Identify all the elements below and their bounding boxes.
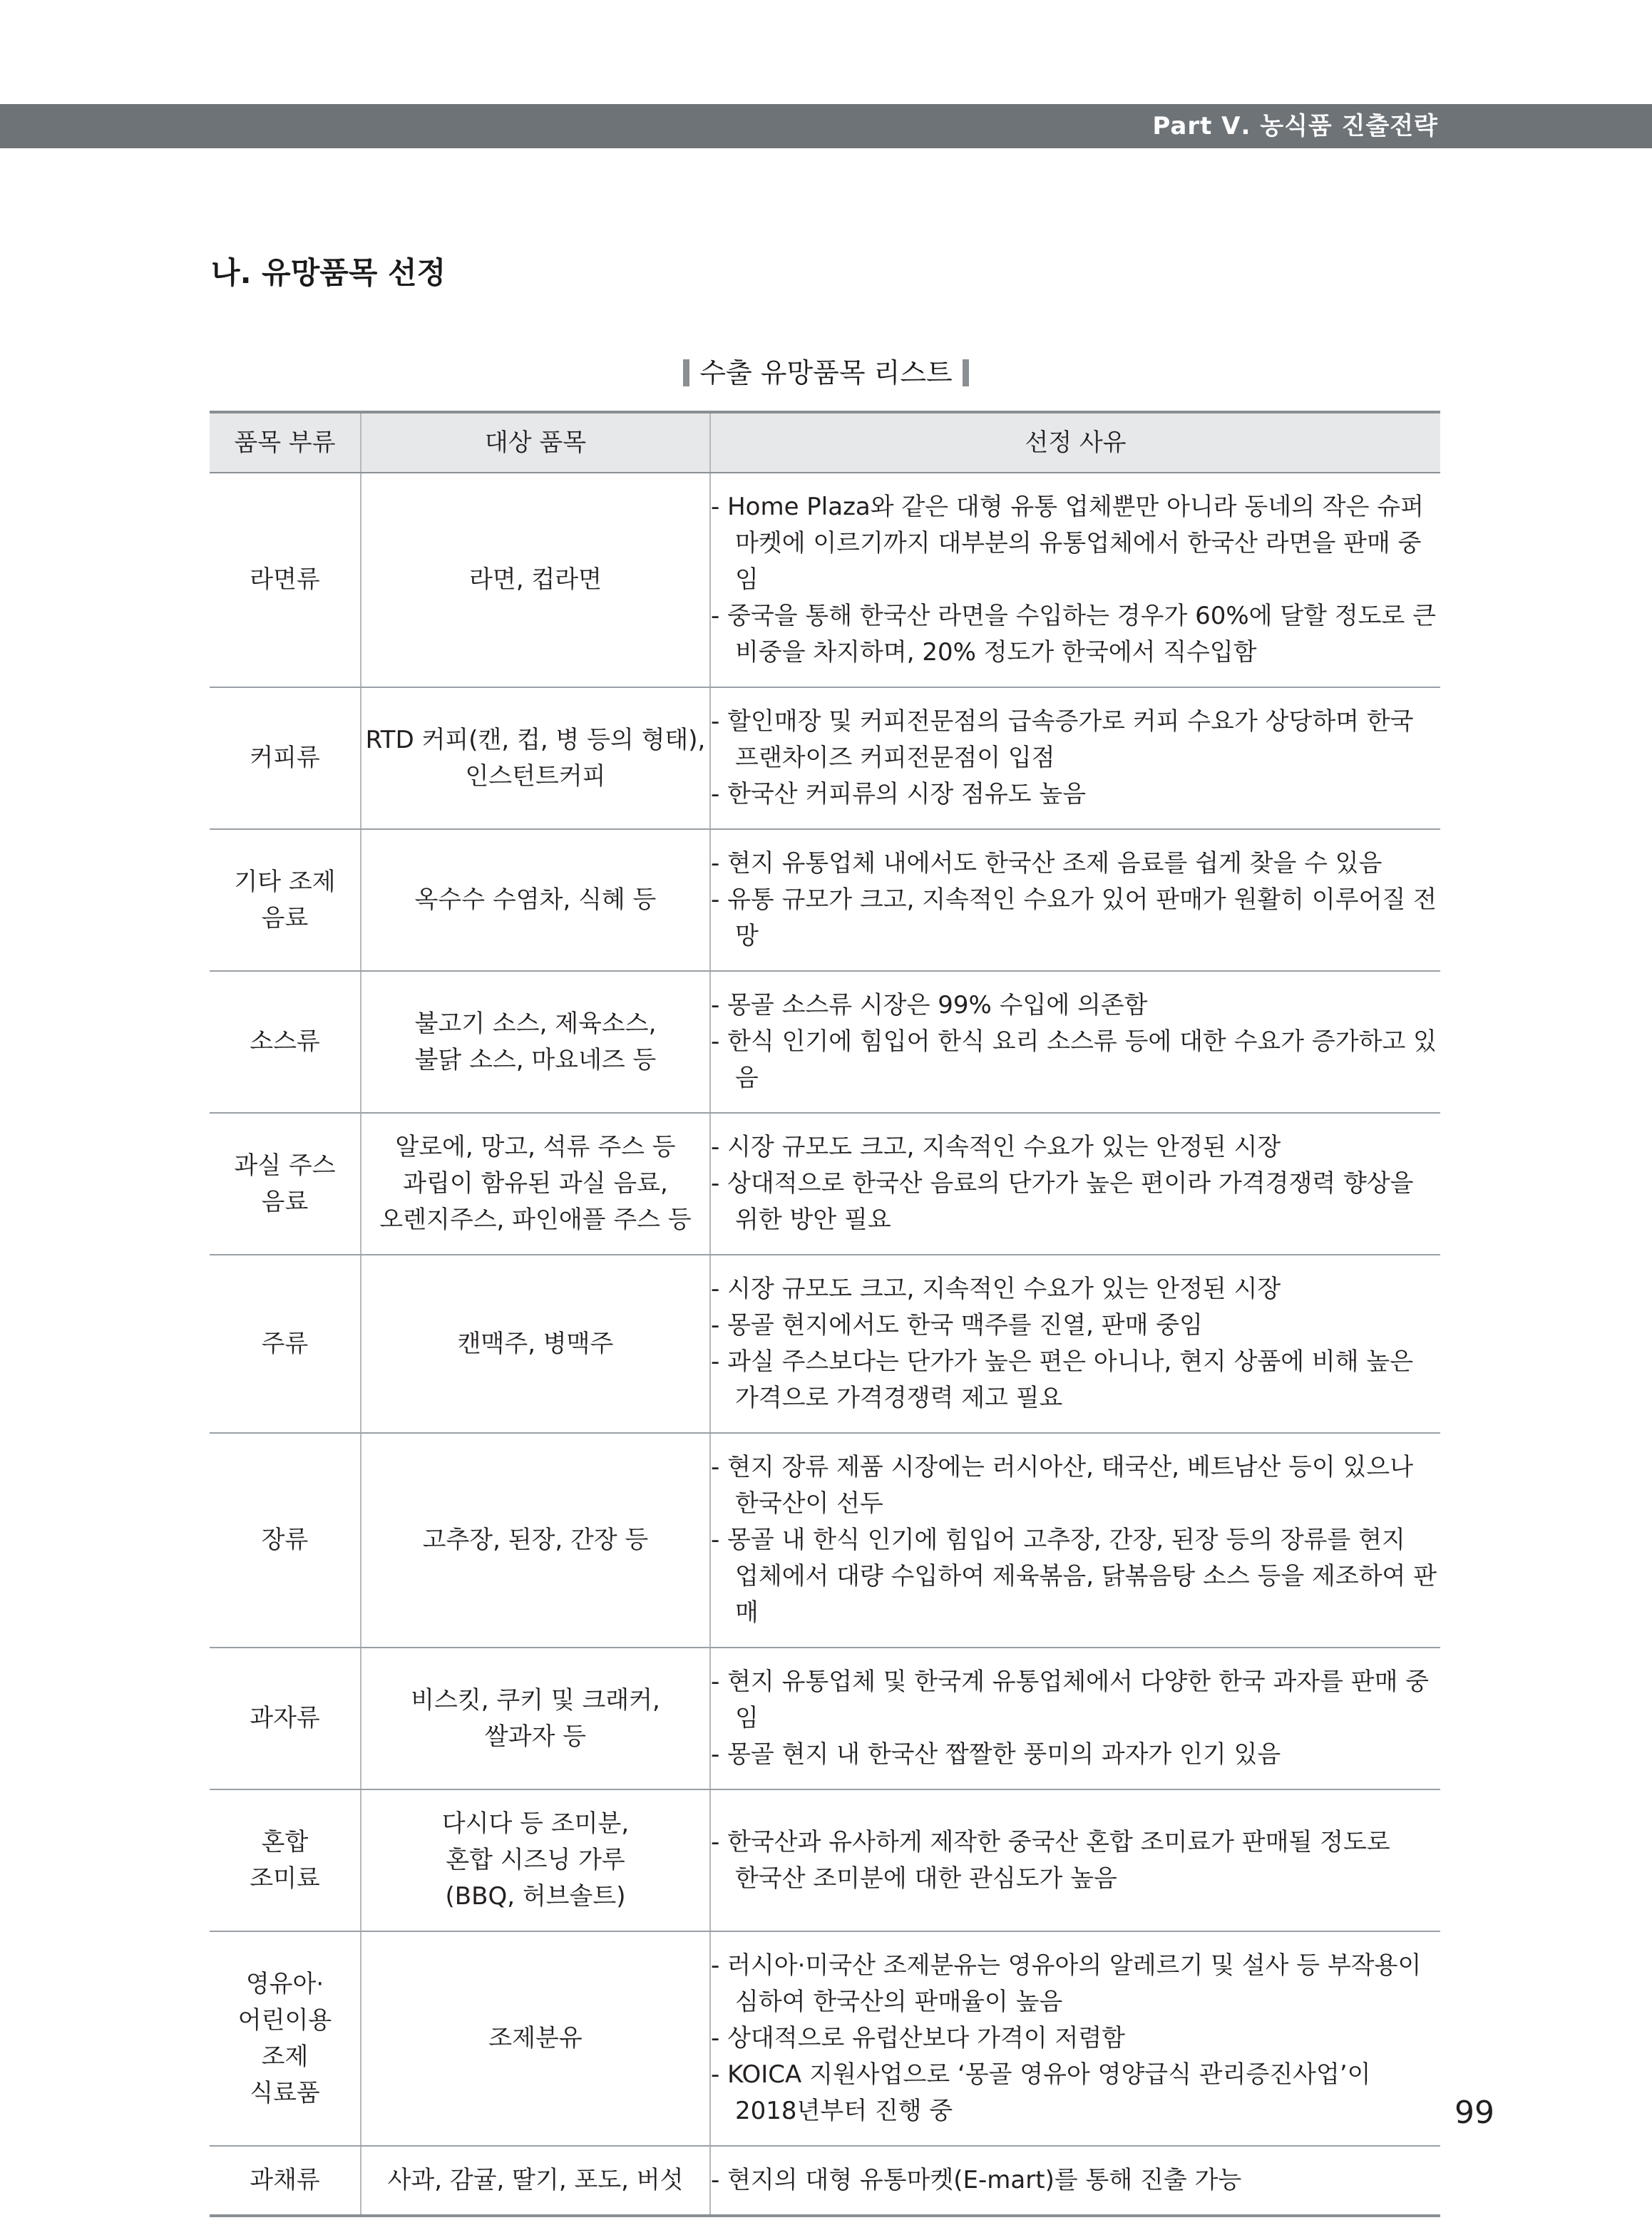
- table-row: [210, 2146, 1440, 2216]
- column-header-reason: 선정 사유: [710, 412, 1440, 473]
- reason-text: - 현지 유통업체 및 한국계 유통업체에서 다양한 한국 과자를 판매 중임: [711, 1668, 1430, 1732]
- item-text: 다시다 등 조미분,: [441, 1809, 630, 1838]
- category-text: 음료: [261, 1187, 309, 1216]
- category-text: 과실 주스: [234, 1151, 336, 1180]
- caption-left-bar: [683, 359, 689, 386]
- items-cell: [361, 1648, 710, 1789]
- item-text: 인스턴트커피: [465, 761, 606, 791]
- category-text: 과채류: [250, 2166, 320, 2194]
- reason-text: - 중국을 통해 한국산 라면을 수입하는 경우가 60%에 달할 정도로 큰: [711, 602, 1437, 630]
- reason-text: - Home Plaza와 같은 대형 유통 업체뿐만 아니라 동네의 작은 슈퍼: [711, 493, 1424, 521]
- reason-cell: [710, 829, 1440, 971]
- item-text: 캔맥주, 병맥주: [457, 1329, 614, 1358]
- page-number: 99: [1455, 2095, 1494, 2131]
- table-row: [210, 1931, 1440, 2146]
- item-text: 불닭 소스, 마요네즈 등: [414, 1045, 657, 1074]
- reason-cell: [710, 687, 1440, 829]
- reason-text: 위한 방안 필요: [735, 1206, 891, 1234]
- table-row: [210, 473, 1440, 687]
- items-cell: [361, 1113, 710, 1255]
- category-cell: [210, 2146, 361, 2216]
- caption-right-bar: [963, 359, 969, 386]
- reason-text: - 상대적으로 유럽산보다 가격이 저렴함: [711, 2024, 1126, 2053]
- table-row: [210, 1433, 1440, 1648]
- table-row: [210, 1113, 1440, 1255]
- reason-text: 한국산 조미분에 대한 관심도가 높음: [735, 1864, 1117, 1893]
- category-cell: [210, 1255, 361, 1433]
- reason-text: - 한식 인기에 힘입어 한식 요리 소스류 등에 대한 수요가 증가하고 있음: [711, 1027, 1437, 1092]
- item-text: 조제분유: [488, 2024, 583, 2053]
- item-text: 과립이 함유된 과실 음료,: [403, 1169, 668, 1198]
- reason-text: - 과실 주스보다는 단가가 높은 편은 아니나, 현지 상품에 비해 높은: [711, 1347, 1414, 1376]
- reason-cell: [710, 1648, 1440, 1789]
- category-text: 라면류: [250, 565, 320, 594]
- item-text: 혼합 시즈닝 가루: [446, 1846, 625, 1874]
- reason-text: - 몽골 내 한식 인기에 힘입어 고추장, 간장, 된장 등의 장류를 현지: [711, 1526, 1405, 1554]
- reason-text: 심하여 한국산의 판매율이 높음: [735, 1988, 1063, 2016]
- category-cell: [210, 1433, 361, 1648]
- reason-text: - 할인매장 및 커피전문점의 급속증가로 커피 수요가 상당하며 한국: [711, 707, 1414, 736]
- reason-text: 2018년부터 진행 중: [735, 2097, 953, 2125]
- category-text: 어린이용: [237, 2005, 332, 2035]
- item-text: (BBQ, 허브솔트): [445, 1882, 626, 1911]
- category-text: 과자류: [250, 1704, 320, 1732]
- reason-text: 가격으로 가격경쟁력 제고 필요: [735, 1384, 1063, 1412]
- items-cell: [361, 1255, 710, 1433]
- reason-text: - 현지 유통업체 내에서도 한국산 조제 음료를 쉽게 찾을 수 있음: [711, 849, 1382, 878]
- category-text: 혼합: [261, 1827, 309, 1856]
- table-row: [210, 1255, 1440, 1433]
- category-cell: [210, 829, 361, 971]
- items-cell: [361, 971, 710, 1113]
- item-text: 비스킷, 쿠키 및 크래커,: [411, 1685, 660, 1715]
- items-cell: [361, 1931, 710, 2146]
- reason-text: 마켓에 이르기까지 대부분의 유통업체에서 한국산 라면을 판매 중임: [735, 529, 1422, 594]
- reason-text: - 유통 규모가 크고, 지속적인 수요가 있어 판매가 원활히 이루어질 전망: [711, 885, 1437, 950]
- reason-text: 프랜차이즈 커피전문점이 입점: [735, 744, 1055, 772]
- items-cell: [361, 1789, 710, 1931]
- item-text: 라면, 컵라면: [469, 565, 602, 594]
- items-cell: [361, 2146, 710, 2216]
- table-row: [210, 971, 1440, 1113]
- table-row: [210, 829, 1440, 971]
- reason-text: - 몽골 현지 내 한국산 짭짤한 풍미의 과자가 인기 있음: [711, 1740, 1281, 1769]
- category-text: 장류: [261, 1526, 309, 1554]
- category-text: 식료품: [250, 2078, 320, 2107]
- reason-text: - 한국산 커피류의 시장 점유도 높음: [711, 780, 1087, 808]
- category-cell: [210, 1789, 361, 1931]
- reason-text: 업체에서 대량 수입하여 제육볶음, 닭볶음탕 소스 등을 제조하여 판매: [735, 1562, 1437, 1627]
- table-row: [210, 1789, 1440, 1931]
- table-caption: [0, 351, 1652, 390]
- category-text: 커피류: [250, 744, 320, 772]
- category-cell: [210, 1648, 361, 1789]
- items-cell: [361, 1433, 710, 1648]
- category-text: 조제: [261, 2042, 309, 2071]
- item-text: RTD 커피(캔, 컵, 병 등의 형태),: [365, 725, 706, 754]
- category-text: 기타 조제: [234, 867, 336, 896]
- category-cell: [210, 687, 361, 829]
- category-text: 조미료: [250, 1864, 320, 1893]
- items-cell: [361, 473, 710, 687]
- part-header-title: Part Ⅴ. 농식품 진출전략: [1152, 112, 1438, 140]
- reason-text: - 시장 규모도 크고, 지속적인 수요가 있는 안정된 시장: [711, 1275, 1281, 1303]
- reason-cell: [710, 1255, 1440, 1433]
- item-text: 옥수수 수염차, 식혜 등: [414, 885, 657, 914]
- table-row: [210, 687, 1440, 829]
- item-text: 쌀과자 등: [484, 1722, 587, 1751]
- reason-text: 비중을 차지하며, 20% 정도가 한국에서 직수입함: [735, 638, 1257, 667]
- reason-cell: [710, 2146, 1440, 2216]
- category-text: 주류: [261, 1329, 309, 1358]
- category-cell: [210, 1113, 361, 1255]
- item-text: 알로에, 망고, 석류 주스 등: [395, 1133, 676, 1161]
- export-items-table: [210, 411, 1440, 2217]
- reason-text: 한국산이 선두: [735, 1489, 883, 1518]
- category-text: 영유아·: [245, 1969, 324, 1998]
- reason-text: - 몽골 현지에서도 한국 맥주를 진열, 판매 중임: [711, 1311, 1203, 1340]
- reason-cell: [710, 473, 1440, 687]
- reason-text: - KOICA 지원사업으로 ‘몽골 영유아 영양급식 관리증진사업’이: [711, 2060, 1371, 2089]
- reason-text: - 현지 장류 제품 시장에는 러시아산, 태국산, 베트남산 등이 있으나: [711, 1453, 1414, 1481]
- reason-text: - 러시아·미국산 조제분유는 영유아의 알레르기 및 설사 등 부작용이: [711, 1951, 1422, 1980]
- section-title: 나. 유망품목 선정: [211, 255, 446, 290]
- column-header-items: 대상 품목: [361, 412, 710, 473]
- item-text: 오렌지주스, 파인애플 주스 등: [379, 1206, 692, 1234]
- items-cell: [361, 687, 710, 829]
- reason-text: - 현지의 대형 유통마켓(E-mart)를 통해 진출 가능: [711, 2166, 1242, 2194]
- item-text: 불고기 소스, 제육소스,: [414, 1009, 657, 1038]
- column-header-category: 품목 부류: [210, 412, 361, 473]
- item-text: 사과, 감귤, 딸기, 포도, 버섯: [387, 2166, 684, 2194]
- table-body: [210, 473, 1440, 2216]
- reason-cell: [710, 971, 1440, 1113]
- reason-text: - 한국산과 유사하게 제작한 중국산 혼합 조미료가 판매될 정도로: [711, 1827, 1390, 1856]
- reason-text: - 상대적으로 한국산 음료의 단가가 높은 편이라 가격경쟁력 향상을: [711, 1169, 1414, 1198]
- reason-text: - 시장 규모도 크고, 지속적인 수요가 있는 안정된 시장: [711, 1133, 1281, 1161]
- items-cell: [361, 829, 710, 971]
- reason-cell: [710, 1113, 1440, 1255]
- reason-text: - 몽골 소스류 시장은 99% 수입에 의존함: [711, 991, 1148, 1019]
- table-header-row: [210, 412, 1440, 473]
- reason-cell: [710, 1931, 1440, 2146]
- table-caption-text: 수출 유망품목 리스트: [699, 357, 953, 389]
- reason-cell: [710, 1433, 1440, 1648]
- table-row: [210, 1648, 1440, 1789]
- reason-cell: [710, 1789, 1440, 1931]
- category-cell: [210, 1931, 361, 2146]
- category-text: 음료: [261, 903, 309, 933]
- category-text: 소스류: [250, 1027, 320, 1056]
- part-header-band: [0, 104, 1652, 148]
- item-text: 고추장, 된장, 간장 등: [422, 1526, 649, 1554]
- category-cell: [210, 971, 361, 1113]
- category-cell: [210, 473, 361, 687]
